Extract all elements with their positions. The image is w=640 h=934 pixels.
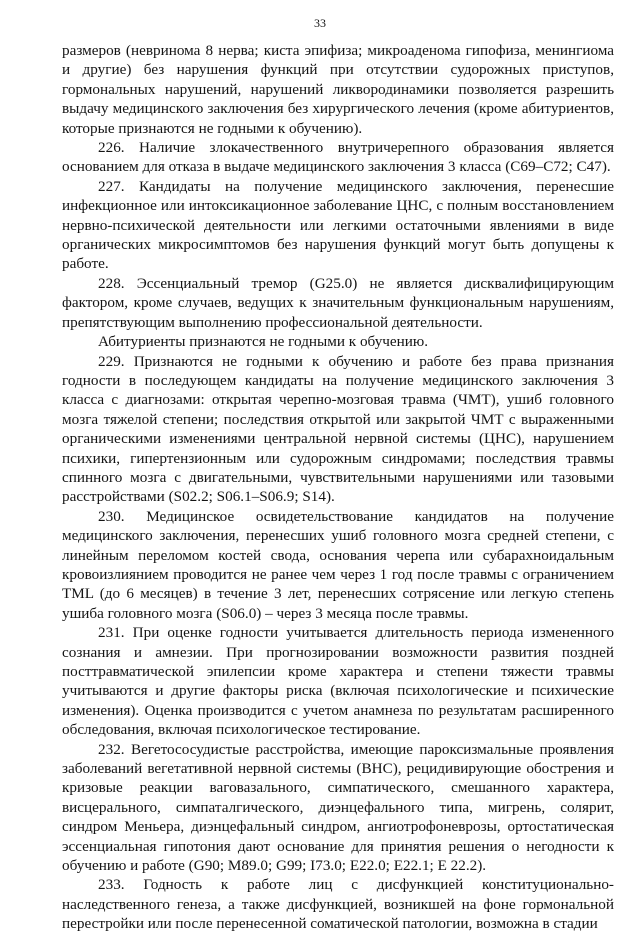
page-number: 33 [314, 16, 326, 30]
paragraph-229: 229. Признаются не годными к обучению и работе без права признания годности в последующем кандидаты на получение медицинского заключения 3 класса с диагнозами: открытая черепно-мозговая травма (ЧМТ), ушиб головного мозга тяжелой степени; последствия открытой или закрытой ЧМТ с выраженными органическими изменениями центральной нервной системы (ЦНС), нарушением психики, гипертензионным или судорожным синдромами; последствия травмы спинного мозга с двигательными, чувствительными нарушениями или тазовыми расстройствами (S02.2; S06.1–S06.9; S14). [62, 352, 614, 506]
paragraph-233: 233. Годность к работе лиц с дисфункцией конституционально-наследственного генеза, а также дисфункцией, возникшей на фоне гормональной перестройки или после перенесенной соматической патологии, возможна в стадии [62, 876, 614, 933]
paragraph-230: 230. Медицинское освидетельствование кандидатов на получение медицинского заключения, перенесших ушиб головного мозга средней степени, с линейным переломом костей свода, основания черепа или субарахноидальным кровоизлиянием проводится не ранее чем через 1 год после травмы с ограничением TML (до 6 месяцев) в течение 3 лет, перенесших сотрясение или легкую степень ушиба головного мозга (S06.0) – через 3 месяца после травмы. [62, 507, 614, 622]
paragraph-231: 231. При оценке годности учитывается длительность периода измененного сознания и амнезии. При прогнозировании возможности развития поздней посттравматической эпилепсии кроме характера и степени тяжести травмы учитываются и другие факторы риска (включая психологические и психические изменения). Оценка производится с учетом анамнеза по результатам расширенного обследования, включая психологическое тестирование. [62, 624, 614, 739]
paragraph-226: 226. Наличие злокачественного внутричерепного образования является основанием для отказа в выдаче медицинского заключения 3 класса (C69–C72; C47). [62, 139, 614, 176]
paragraph-227: 227. Кандидаты на получение медицинского заключения, перенесшие инфекционное или интоксикационное заболевание ЦНС, с полным восстановлением нервно-психической деятельности или легкими остаточными явлениями в виде органических микросимптомов без нарушения функций могут быть допущены к работе. [62, 177, 614, 273]
paragraph-continuation: размеров (невринома 8 нерва; киста эпифиза; микроаденома гипофиза, менингиома и другие) без нарушения функций при отсутствии судорожных приступов, гормональных нарушений, нарушений ликвородинамики позволяется разрешить выдачу медицинского заключения без хирургического лечения (кроме абитуриентов, которые признаются не годными к обучению). [62, 42, 614, 137]
paragraph-232: 232. Вегетососудистые расстройства, имеющие пароксизмальные проявления заболеваний вегетативной нервной системы (ВНС), рецидивирующие обострения и кризовые реакции ваговазального, симпатического, смешанного характера, висцерального, симпаталгического, диэнцефального типа, мигрень, солярит, синдром Меньера, диэнцефальный синдром, ангиотрофоневрозы, ортостатическая эссенциальная гипотония дают основание для принятия решения о негодности к обучению и работе (G90; M89.0; G99; I73.0; E22.0; E22.1; E 22.2). [62, 740, 614, 875]
paragraph-228: 228. Эссенциальный тремор (G25.0) не является дисквалифицирующим фактором, кроме случаев, ведущих к значительным функциональным нарушениям, препятствующим выполнению профессиональной деятельности. [62, 274, 614, 331]
paragraph-applicants-note: Абитуриенты признаются не годными к обучению. [98, 333, 429, 351]
document-body [62, 41, 614, 934]
